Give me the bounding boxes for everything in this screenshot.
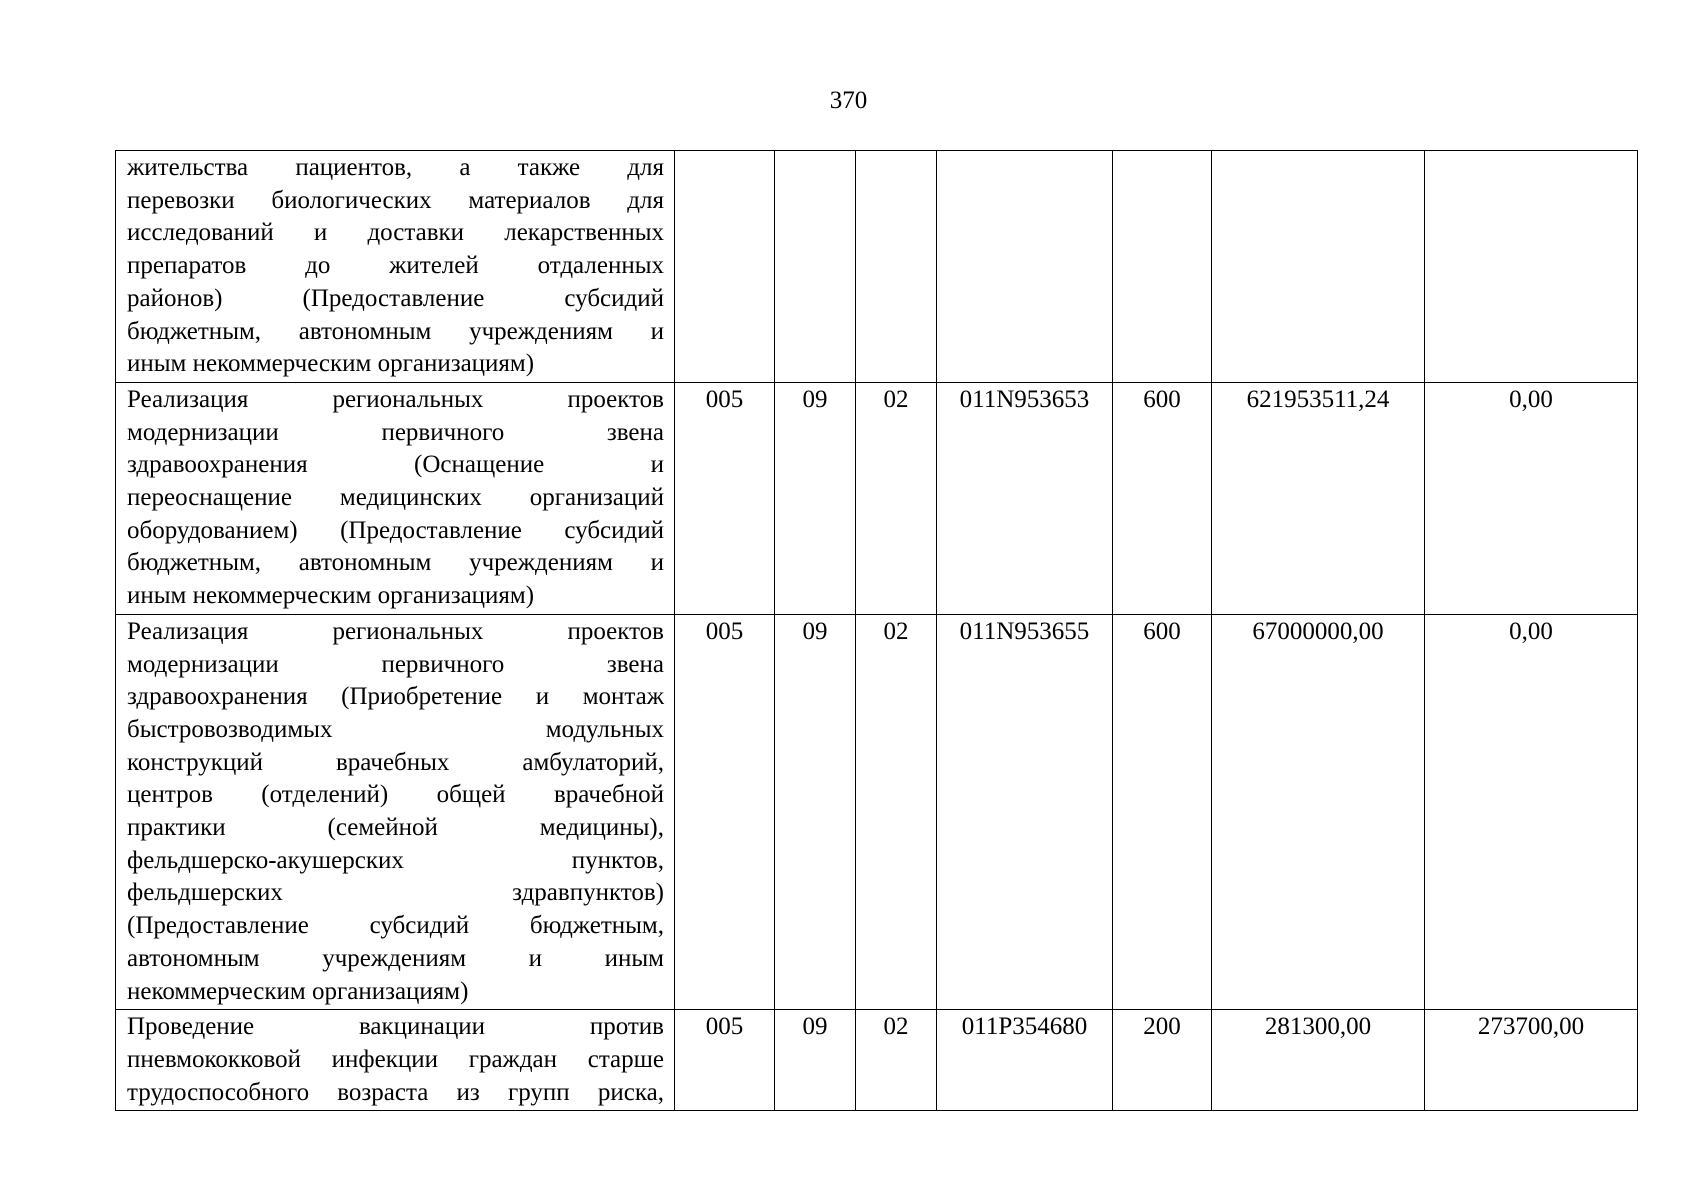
description-line: конструкций врачебных амбулаторий,: [127, 748, 664, 776]
description-line: перевозки биологических материалов для: [127, 186, 664, 214]
amount-2: [1425, 151, 1638, 383]
amount-2: 273700,00: [1425, 1010, 1638, 1111]
description-line: бюджетным, автономным учреждениям и: [127, 549, 664, 577]
description-line: районов) (Предоставление субсидий: [127, 284, 664, 312]
amount-2: 0,00: [1425, 382, 1638, 614]
page-number: 370: [829, 87, 868, 114]
expense-type-code: 600: [1113, 614, 1212, 1009]
table-row: [116, 382, 1638, 614]
description-line: центров (отделений) общей врачебной: [127, 781, 664, 809]
description-line: здравоохранения (Приобретение и монтаж: [127, 683, 664, 711]
row-description: [116, 382, 675, 614]
subsection-code: [856, 151, 937, 383]
amount-2: 0,00: [1425, 614, 1638, 1009]
description-line: практики (семейной медицины),: [127, 814, 664, 842]
description-line: (Предоставление субсидий бюджетным,: [127, 912, 664, 940]
target-article-code: 011N953653: [937, 382, 1113, 614]
ministry-code: 005: [675, 614, 775, 1009]
description-line: здравоохранения (Оснащение и: [127, 451, 664, 479]
subsection-code: 02: [856, 382, 937, 614]
table-row: [116, 1010, 1638, 1111]
section-code: 09: [775, 614, 856, 1009]
description-line: автономным учреждениям и иным: [127, 944, 664, 972]
table-row: [116, 614, 1638, 1009]
description-line: быстровозводимых модульных: [127, 715, 664, 743]
description-line: переоснащение медицинских организаций: [127, 484, 664, 512]
description-line: препаратов до жителей отдаленных: [127, 252, 664, 280]
expense-type-code: 200: [1113, 1010, 1212, 1111]
target-article-code: 011P354680: [937, 1010, 1113, 1111]
subsection-code: 02: [856, 614, 937, 1009]
section-code: 09: [775, 382, 856, 614]
description-line: исследований и доставки лекарственных: [127, 219, 664, 247]
description-line: некоммерческим организациям): [127, 977, 469, 1005]
ministry-code: 005: [675, 382, 775, 614]
description-line: иным некоммерческим организациям): [127, 350, 535, 378]
description-line: иным некоммерческим организациям): [127, 582, 535, 610]
amount-1: 281300,00: [1212, 1010, 1425, 1111]
section-code: 09: [775, 1010, 856, 1111]
target-article-code: [937, 151, 1113, 383]
description-line: оборудованием) (Предоставление субсидий: [127, 516, 664, 544]
ministry-code: [675, 151, 775, 383]
description-line: Реализация региональных проектов: [127, 617, 664, 645]
table-body: [116, 151, 1638, 1111]
amount-1: 67000000,00: [1212, 614, 1425, 1009]
amount-1: [1212, 151, 1425, 383]
row-description: [116, 614, 675, 1009]
amount-1: 621953511,24: [1212, 382, 1425, 614]
description-line: Проведение вакцинации против: [127, 1013, 664, 1041]
section-code: [775, 151, 856, 383]
description-line: фельдшерско-акушерских пунктов,: [127, 846, 664, 874]
description-line: Реализация региональных проектов: [127, 385, 664, 413]
description-line: жительства пациентов, а также для: [127, 154, 664, 181]
expense-type-code: 600: [1113, 382, 1212, 614]
expense-type-code: [1113, 151, 1212, 383]
description-line: фельдшерских здравпунктов): [127, 879, 664, 907]
description-line: модернизации первичного звена: [127, 418, 664, 446]
ministry-code: 005: [675, 1010, 775, 1111]
target-article-code: 011N953655: [937, 614, 1113, 1009]
row-description: [116, 1010, 675, 1111]
budget-table: [115, 150, 1638, 1111]
description-line: трудоспособного возраста из групп риска,: [127, 1078, 664, 1106]
subsection-code: 02: [856, 1010, 937, 1111]
description-line: модернизации первичного звена: [127, 650, 664, 678]
row-description: [116, 151, 675, 383]
description-line: пневмококковой инфекции граждан старше: [127, 1045, 664, 1073]
description-line: бюджетным, автономным учреждениям и: [127, 317, 664, 345]
table-row: [116, 151, 1638, 383]
